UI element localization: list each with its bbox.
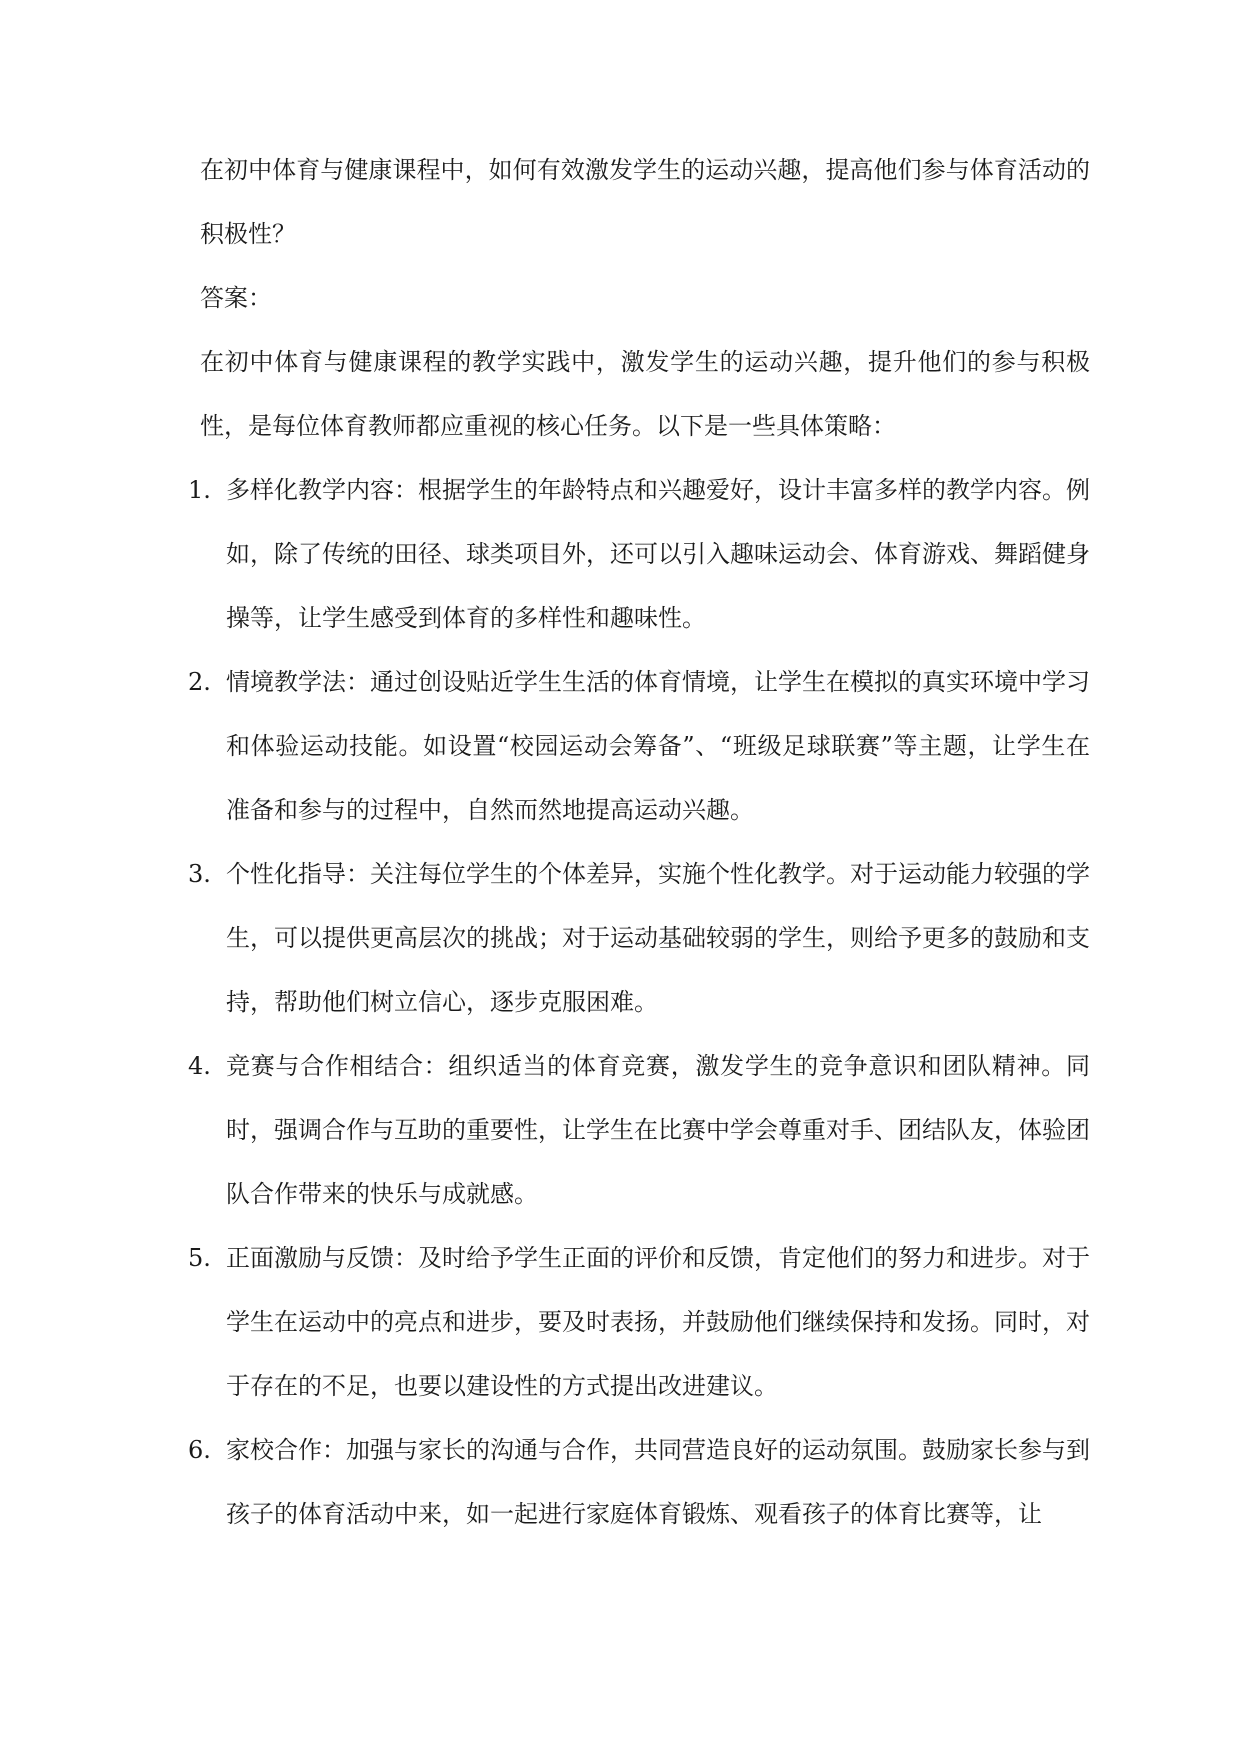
strategy-number: 4. [188,1052,211,1080]
answer-label: 答案： [200,284,272,312]
question-paragraph: 在初中体育与健康课程中，如何有效激发学生的运动兴趣，提高他们参与体育活动的积极性？ [200,156,1090,248]
strategy-number: 3. [188,860,211,888]
strategy-text: 家校合作：加强与家长的沟通与合作，共同营造良好的运动氛围。鼓励家长参与到孩子的体育活动中来，如一起进行家庭体育锻炼、观看孩子的体育比赛等，让 [226,1436,1090,1528]
strategy-item-2 [188,650,1090,842]
strategy-item-3 [188,842,1090,1034]
strategy-item-5 [188,1226,1090,1418]
strategy-text: 多样化教学内容：根据学生的年龄特点和兴趣爱好，设计丰富多样的教学内容。例如，除了传统的田径、球类项目外，还可以引入趣味运动会、体育游戏、舞蹈健身操等，让学生感受到体育的多样性和趣味性。 [226,476,1090,632]
strategy-number: 2. [188,668,211,696]
strategy-text: 个性化指导：关注每位学生的个体差异，实施个性化教学。对于运动能力较强的学生，可以提供更高层次的挑战；对于运动基础较弱的学生，则给予更多的鼓励和支持，帮助他们树立信心，逐步克服困难。 [226,860,1090,1016]
intro-paragraph: 在初中体育与健康课程的教学实践中，激发学生的运动兴趣，提升他们的参与积极性，是每位体育教师都应重视的核心任务。以下是一些具体策略： [200,348,1090,440]
strategy-text: 情境教学法：通过创设贴近学生生活的体育情境，让学生在模拟的真实环境中学习和体验运动技能。如设置“校园运动会筹备”、“班级足球联赛”等主题，让学生在准备和参与的过程中，自然而然地提高运动兴趣。 [226,668,1090,824]
strategy-item-4 [188,1034,1090,1226]
strategy-item-1 [188,458,1090,650]
strategy-item-6 [188,1418,1090,1546]
strategy-number: 5. [188,1244,211,1272]
strategy-list [188,458,1090,1546]
strategy-number: 6. [188,1436,211,1464]
document-body [188,138,1090,1546]
strategy-number: 1. [188,476,211,504]
strategy-text: 正面激励与反馈：及时给予学生正面的评价和反馈，肯定他们的努力和进步。对于学生在运动中的亮点和进步，要及时表扬，并鼓励他们继续保持和发扬。同时，对于存在的不足，也要以建设性的方式提出改进建议。 [226,1244,1090,1400]
strategy-text: 竞赛与合作相结合：组织适当的体育竞赛，激发学生的竞争意识和团队精神。同时，强调合作与互助的重要性，让学生在比赛中学会尊重对手、团结队友，体验团队合作带来的快乐与成就感。 [226,1052,1090,1208]
